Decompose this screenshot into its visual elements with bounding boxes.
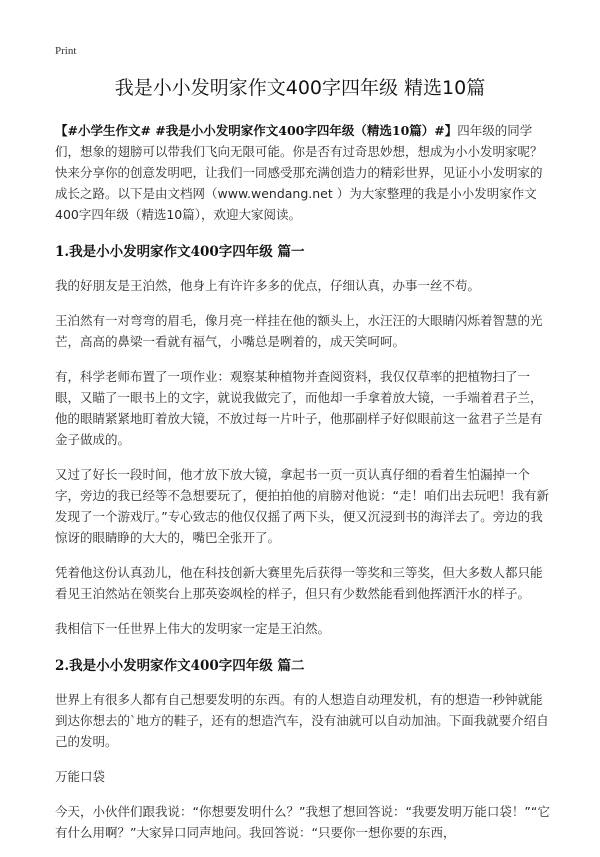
paragraph: 今天，小伙伴们跟我说：“你想要发明什么？”我想了想回答说：“我要发明万能口袋！”“它有什么用啊？”大家异口同声地问。我回答说：“只要你一想你要的东西， [55, 804, 550, 840]
section-heading-1: 1.我是小小发明家作文400字四年级 篇一 [55, 244, 305, 260]
paragraph: 我相信下一任世界上伟大的发明家一定是王泊然。 [55, 621, 331, 636]
paragraph: 我的好朋友是王泊然，他身上有许许多多的优点，仔细认真，办事一丝不苟。 [55, 278, 481, 293]
paragraph: 又过了好长一段时间，他才放下放大镜，拿起书一页一页认真仔细的看着生怕漏掉一个字，旁边的我已经等不急想要玩了，便拍拍他的肩膀对他说：“走！咱们出去玩吧！我有新发现了一个游戏厅。”专心致志的他仅仅摇了两下头，便又沉浸到书的海洋去了。旁边的我惊讶的眼睛睁的大大的，嘴巴全张开了。 [55, 467, 549, 545]
print-link[interactable]: Print [55, 45, 77, 57]
article-body [55, 120, 550, 857]
intro-tag: 【#小学生作文# #我是小小发明家作文400字四年级（精选10篇）#】 [55, 123, 458, 138]
paragraph: 王泊然有一对弯弯的眉毛，像月亮一样挂在他的额头上，水汪汪的大眼睛闪烁着智慧的光芒，高高的鼻梁一看就有福气，小嘴总是咧着的，成天笑呵呵。 [55, 313, 543, 349]
intro-text: 四年级的同学们，想象的翅膀可以带我们飞向无限可能。你是否有过奇思妙想，想成为小小发明家呢？快来分享你的创意发明吧，让我们一同感受那充满创造力的精彩世界，见证小小发明家的成长之路。以下是由文档网（www.wendang.net ）为大家整理的我是小小发明家作文400字四年级（精选10篇），欢迎大家阅读。 [55, 123, 543, 222]
paragraph: 有，科学老师布置了一项作业：观察某种植物并查阅资料，我仅仅草率的把植物扫了一眼，又瞄了一眼书上的文字，就说我做完了，而他却一手拿着放大镜，一手端着君子兰，他的眼睛紧紧地盯着放大镜，不放过每一片叶子，他那副样子好似眼前这一盆君子兰是有金子做成的。 [55, 369, 543, 447]
paragraph: 世界上有很多人都有自己想要发明的东西。有的人想造自动理发机，有的想造一秒钟就能到达你想去的`地方的鞋子，还有的想造汽车，没有油就可以自动加油。下面我就要介绍自己的发明。 [55, 692, 549, 749]
section-heading-2: 2.我是小小发明家作文400字四年级 篇二 [55, 658, 305, 674]
paragraph: 凭着他这份认真劲儿，他在科技创新大赛里先后获得一等奖和三等奖，但大多数人都只能看见王泊然站在领奖台上那英姿飒栓的样子，但只有少数然能看到他挥洒汗水的样子。 [55, 565, 543, 601]
intro-paragraph [55, 120, 550, 225]
page-title: 我是小小发明家作文400字四年级 精选10篇 [114, 77, 486, 99]
subheading: 万能口袋 [55, 769, 106, 784]
